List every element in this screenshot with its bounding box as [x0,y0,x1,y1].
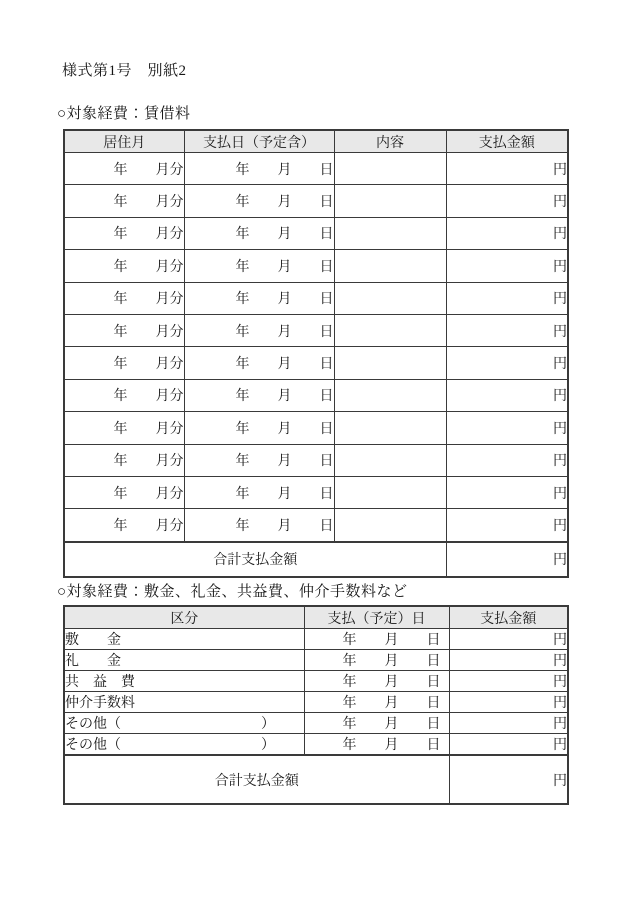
residence-month-cell: 年 月分 [64,217,184,249]
payment-date-cell: 年 月 日 [184,444,334,476]
payment-date-cell: 年 月 日 [184,476,334,508]
amount-cell: 円 [446,379,568,411]
amount-cell: 円 [446,412,568,444]
amount-cell: 円 [446,153,568,185]
rent-header-amount: 支払金額 [446,130,568,153]
content-cell [334,379,446,411]
rent-table-row [64,282,568,314]
fees-table-row [64,734,568,756]
rent-table-header-row [64,130,568,153]
payment-date-cell: 年 月 日 [184,185,334,217]
payment-date-cell: 年 月 日 [184,379,334,411]
content-cell [334,347,446,379]
rent-table-row [64,153,568,185]
fees-header-payment-date: 支払（予定）日 [304,606,449,629]
rent-total-row [64,542,568,577]
fees-header-amount: 支払金額 [449,606,568,629]
content-cell [334,282,446,314]
payment-date-cell: 年 月 日 [304,692,449,713]
rent-table-row [64,250,568,282]
amount-cell: 円 [449,713,568,734]
payment-date-cell: 年 月 日 [184,412,334,444]
amount-cell: 円 [449,734,568,756]
content-cell [334,444,446,476]
rent-total-amount-cell: 円 [446,542,568,577]
payment-date-cell: 年 月 日 [184,217,334,249]
fees-total-amount-cell: 円 [449,755,568,804]
amount-cell: 円 [446,282,568,314]
form-number: 様式第1号 別紙2 [62,63,187,79]
amount-cell: 円 [449,650,568,671]
fees-section-title: ○対象経費：敷金、礼金、共益費、仲介手数料など [57,584,408,600]
payment-date-cell: 年 月 日 [304,671,449,692]
rent-table [63,129,569,578]
category-cell: 礼 金 [64,650,304,671]
rent-table-body [64,153,568,542]
fees-table-row [64,650,568,671]
fees-table-row [64,692,568,713]
content-cell [334,217,446,249]
rent-table-row [64,509,568,542]
fees-total-label: 合計支払金額 [64,755,449,804]
payment-date-cell: 年 月 日 [184,282,334,314]
content-cell [334,412,446,444]
content-cell [334,476,446,508]
residence-month-cell: 年 月分 [64,185,184,217]
fees-table-header-row [64,606,568,629]
rent-table-row [64,314,568,346]
payment-date-cell: 年 月 日 [304,629,449,650]
content-cell [334,314,446,346]
content-cell [334,250,446,282]
rent-table-row [64,217,568,249]
amount-cell: 円 [446,217,568,249]
rent-table-row [64,347,568,379]
amount-cell: 円 [446,347,568,379]
residence-month-cell: 年 月分 [64,379,184,411]
payment-date-cell: 年 月 日 [184,509,334,542]
category-cell: その他（ ） [64,713,304,734]
residence-month-cell: 年 月分 [64,347,184,379]
residence-month-cell: 年 月分 [64,250,184,282]
fees-table-body [64,629,568,756]
amount-cell: 円 [446,185,568,217]
fees-header-category: 区分 [64,606,304,629]
amount-cell: 円 [446,250,568,282]
payment-date-cell: 年 月 日 [184,250,334,282]
residence-month-cell: 年 月分 [64,153,184,185]
rent-section-title: ○対象経費：賃借料 [57,106,191,122]
amount-cell: 円 [446,444,568,476]
rent-header-content: 内容 [334,130,446,153]
payment-date-cell: 年 月 日 [184,347,334,379]
amount-cell: 円 [446,476,568,508]
residence-month-cell: 年 月分 [64,476,184,508]
rent-table-row [64,412,568,444]
amount-cell: 円 [449,692,568,713]
amount-cell: 円 [446,509,568,542]
payment-date-cell: 年 月 日 [304,734,449,756]
rent-table-row [64,185,568,217]
fees-table-row [64,629,568,650]
rent-table-row [64,379,568,411]
rent-header-payment-date: 支払日（予定含） [184,130,334,153]
rent-header-residence-month: 居住月 [64,130,184,153]
category-cell: 敷 金 [64,629,304,650]
category-cell: 仲介手数料 [64,692,304,713]
content-cell [334,509,446,542]
amount-cell: 円 [446,314,568,346]
payment-date-cell: 年 月 日 [184,153,334,185]
amount-cell: 円 [449,629,568,650]
rent-total-label: 合計支払金額 [64,542,446,577]
content-cell [334,153,446,185]
fees-table-row [64,713,568,734]
payment-date-cell: 年 月 日 [304,650,449,671]
residence-month-cell: 年 月分 [64,314,184,346]
category-cell: その他（ ） [64,734,304,756]
fees-total-row [64,755,568,804]
amount-cell: 円 [449,671,568,692]
residence-month-cell: 年 月分 [64,444,184,476]
residence-month-cell: 年 月分 [64,412,184,444]
fees-table [63,605,569,805]
residence-month-cell: 年 月分 [64,282,184,314]
fees-table-row [64,671,568,692]
payment-date-cell: 年 月 日 [184,314,334,346]
residence-month-cell: 年 月分 [64,509,184,542]
category-cell: 共 益 費 [64,671,304,692]
content-cell [334,185,446,217]
rent-table-row [64,476,568,508]
payment-date-cell: 年 月 日 [304,713,449,734]
rent-table-row [64,444,568,476]
